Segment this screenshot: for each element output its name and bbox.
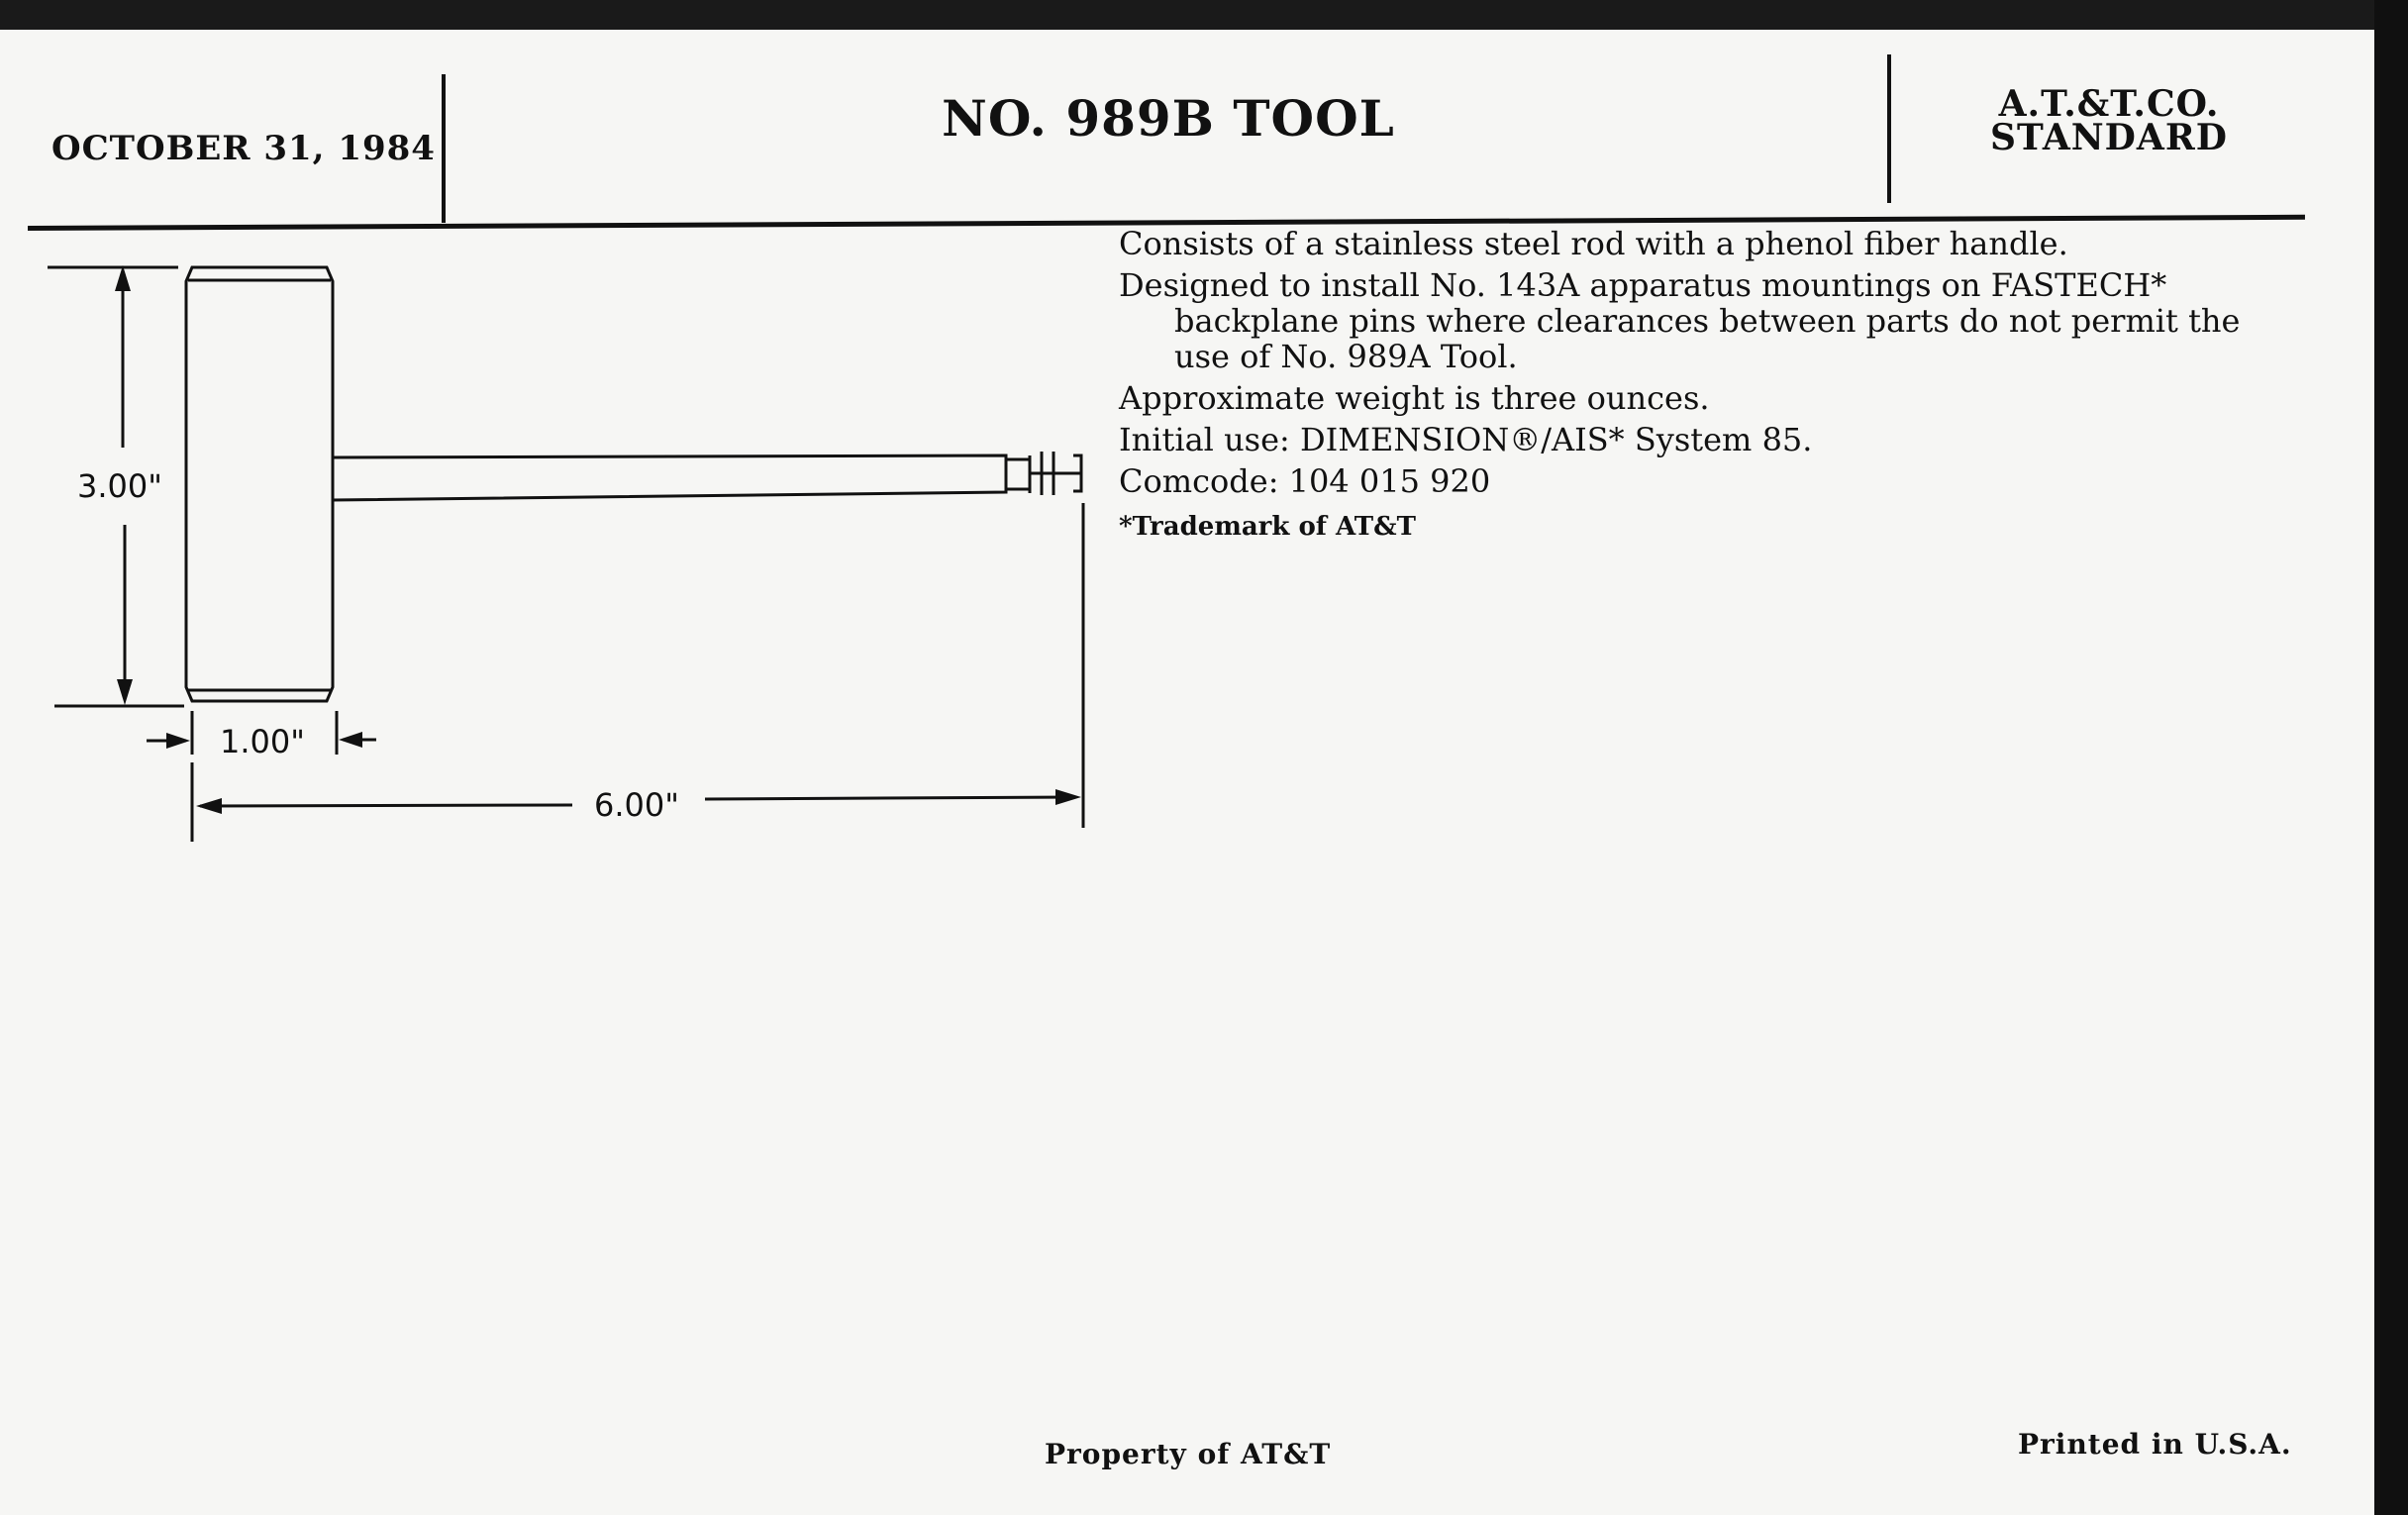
description-line: Consists of a stainless steel rod with a phenol fiber handle. [1119, 225, 2068, 262]
description-line: Approximate weight is three ounces. [1119, 379, 1710, 417]
handle-outline [186, 267, 333, 701]
description [1119, 226, 2267, 551]
length-dimension-label: 6.00" [594, 786, 679, 824]
scan-edge [2374, 0, 2408, 1515]
description-line: Initial use: DIMENSION®/AIS* System 85. [1119, 421, 1813, 458]
comcode: Comcode: 104 015 920 [1119, 462, 1491, 500]
page-title: NO. 989B TOOL [942, 89, 1395, 148]
trademark-note: *Trademark of AT&T [1119, 512, 1416, 542]
header-divider-right [1887, 54, 1891, 203]
height-dimension-label: 3.00" [77, 467, 162, 505]
tool-drawing [0, 0, 1109, 871]
printed-note: Printed in U.S.A. [2018, 1428, 2292, 1461]
handle-width-dimension-label: 1.00" [220, 723, 305, 760]
rod-outline [333, 455, 1006, 500]
issue-date: OCTOBER 31, 1984 [51, 129, 436, 168]
property-note: Property of AT&T [1045, 1438, 1332, 1470]
standard-label [1941, 83, 2277, 158]
standard-label-line1: A.T.&T.CO. [1998, 83, 2220, 125]
standard-label-line2: STANDARD [1990, 117, 2228, 158]
rod-tip [1006, 452, 1081, 495]
description-line: Designed to install No. 143A apparatus mountings on FASTECH* backplane pins where clearances between parts do not permit the use of No. 989A Tool. [1119, 266, 2241, 375]
